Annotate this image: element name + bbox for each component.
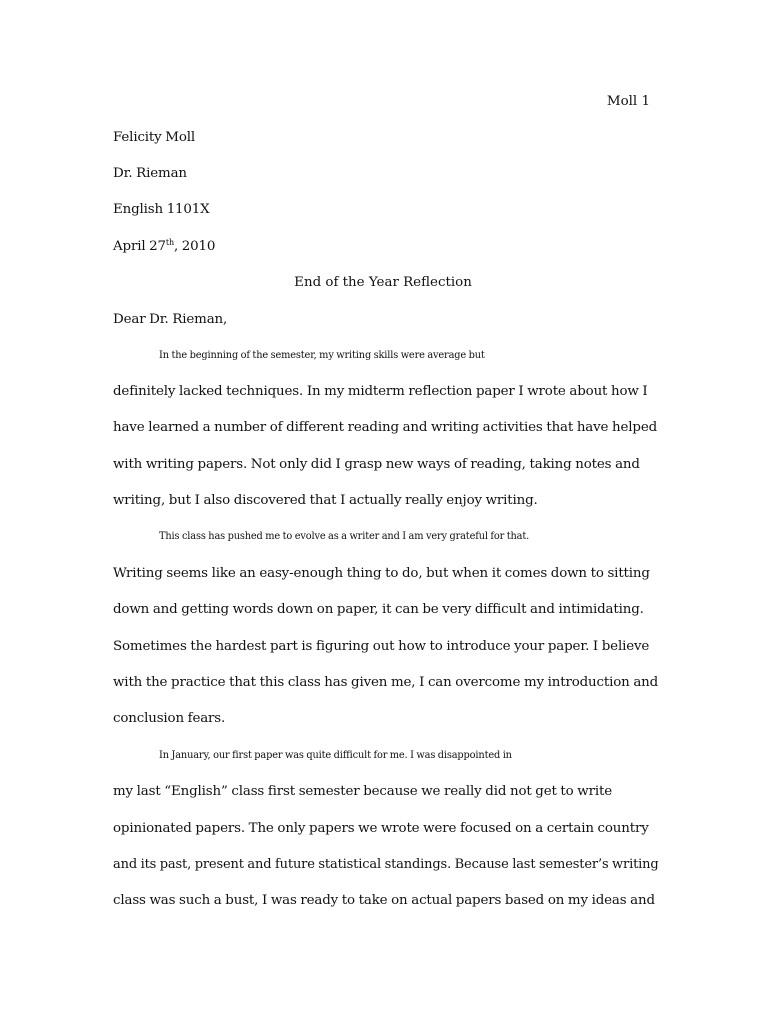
body-line: conclusion fears.	[113, 711, 226, 726]
body-line: Writing seems like an easy-enough thing to do, but when it comes down to sitting	[113, 566, 650, 581]
date-line	[113, 238, 653, 256]
body-line: and its past, present and future statistical standings. Because last semester’s writing	[113, 857, 659, 872]
body-line: down and getting words down on paper, it can be very difficult and intimidating.	[113, 602, 644, 617]
date-prefix: April 27	[113, 239, 166, 254]
salutation: Dear Dr. Rieman,	[113, 312, 228, 327]
body-line: opinionated papers. The only papers we wrote were focused on a certain country	[113, 821, 649, 836]
body-line: my last “English” class first semester because we really did not get to write	[113, 784, 612, 799]
body-line: In January, our first paper was quite difficult for me. I was disappointed in	[159, 750, 512, 761]
body-line: with writing papers. Not only did I grasp new ways of reading, taking notes and	[113, 457, 640, 472]
body-line: This class has pushed me to evolve as a writer and I am very grateful for that.	[159, 531, 530, 542]
instructor-name: Dr. Rieman	[113, 166, 187, 181]
page-number-header: Moll 1	[606, 94, 650, 109]
course-name: English 1101X	[113, 202, 210, 217]
body-line: with the practice that this class has given me, I can overcome my introduction and	[113, 675, 659, 690]
document-title: End of the Year Reflection	[294, 275, 472, 290]
date-superscript: th	[165, 238, 174, 247]
body-line: In the beginning of the semester, my writing skills were average but	[159, 350, 485, 361]
body-line: have learned a number of different reading and writing activities that have helped	[113, 420, 658, 435]
author-name: Felicity Moll	[113, 130, 196, 145]
body-line: definitely lacked techniques. In my midterm reflection paper I wrote about how I	[113, 384, 648, 399]
body-line: writing, but I also discovered that I actually really enjoy writing.	[113, 493, 538, 508]
body-line: class was such a bust, I was ready to take on actual papers based on my ideas and	[113, 893, 655, 908]
body-line: Sometimes the hardest part is figuring out how to introduce your paper. I believe	[113, 639, 650, 654]
date-suffix: , 2010	[173, 239, 216, 254]
